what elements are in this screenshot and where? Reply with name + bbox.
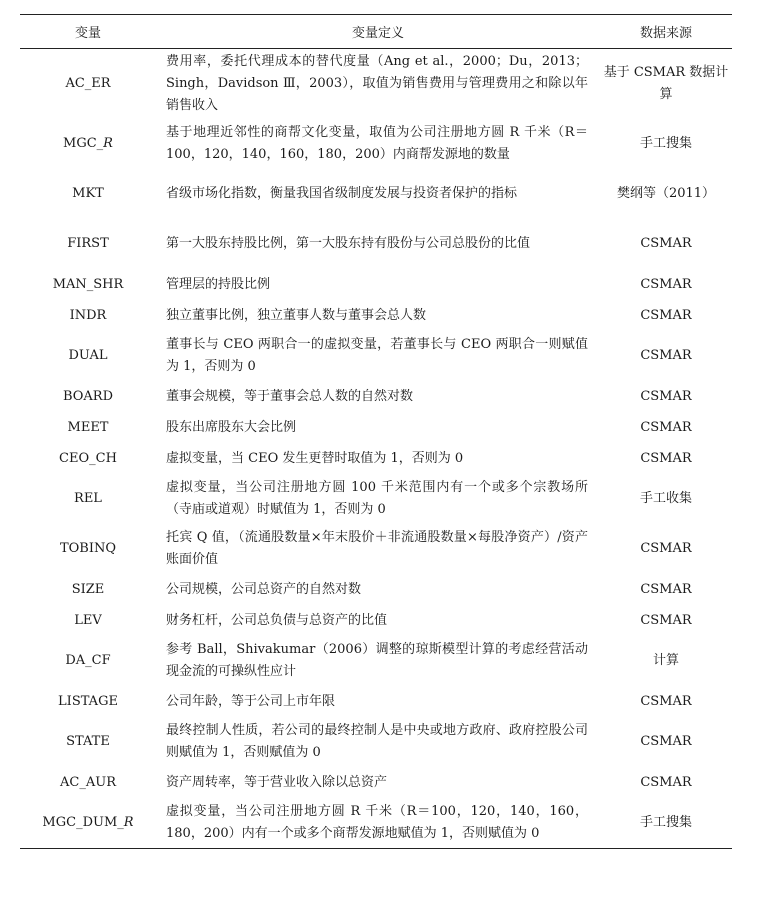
- source-cell: CSMAR: [640, 612, 692, 628]
- definition-cell: 公司年龄，等于公司上市年限: [166, 693, 336, 709]
- variable-text: MGC_: [63, 136, 104, 151]
- table-row: [20, 119, 732, 169]
- table-row: [20, 574, 732, 605]
- table-row: [20, 798, 732, 849]
- variable-cell: CEO_CH: [59, 450, 117, 466]
- table-row: [20, 686, 732, 717]
- definition-cell: 资产周转率，等于营业收入除以总资产: [166, 774, 388, 790]
- table-row: [20, 169, 732, 219]
- definition-cell: 最终控制人性质，若公司的最终控制人是中央或地方政府、政府控股公司则赋值为 1，否则赋值为 0: [166, 723, 588, 760]
- definition-cell: 基于地理近邻性的商帮文化变量，取值为公司注册地方圆 R 千米（R＝100，120，140，160，180，200）内商帮发源地的数量: [166, 125, 588, 162]
- variable-cell: [20, 119, 156, 169]
- table-row: [20, 381, 732, 412]
- source-cell: CSMAR: [640, 541, 692, 556]
- definition-cell: 独立董事比例，独立董事人数与董事会总人数: [166, 307, 427, 323]
- variable-cell: TOBINQ: [59, 541, 117, 556]
- variable-text: MGC_DUM_: [42, 815, 124, 830]
- table-row: [20, 717, 732, 767]
- variable-cell: FIRST: [67, 236, 109, 251]
- variable-cell: AC_ER: [65, 76, 111, 91]
- definition-cell: 虚拟变量，当 CEO 发生更替时取值为 1，否则为 0: [166, 450, 464, 466]
- source-cell: 樊纲等（2011）: [616, 186, 716, 201]
- variable-italic-suffix: R: [123, 815, 134, 830]
- table-row: [20, 219, 732, 269]
- table-row: [20, 443, 732, 474]
- variable-cell: LEV: [74, 612, 102, 628]
- definition-cell: 财务杠杆，公司总负债与总资产的比值: [166, 612, 388, 628]
- source-cell: CSMAR: [640, 388, 692, 404]
- variable-cell: LISTAGE: [58, 693, 118, 709]
- source-cell: CSMAR: [640, 734, 692, 749]
- source-cell: CSMAR: [640, 450, 692, 466]
- source-cell: CSMAR: [640, 236, 692, 251]
- table-row: [20, 331, 732, 381]
- definition-cell: 虚拟变量，当公司注册地方圆 100 千米范围内有一个或多个宗教场所（寺庙或道观）时赋值为 1，否则为 0: [166, 480, 588, 517]
- definition-cell: 管理层的持股比例: [166, 276, 271, 292]
- table-row: [20, 412, 732, 443]
- definition-cell: 公司规模，公司总资产的自然对数: [166, 581, 362, 597]
- table-row: [20, 767, 732, 798]
- source-cell: [600, 49, 732, 120]
- source-cell: 计算: [652, 653, 679, 668]
- variable-cell: DA_CF: [65, 653, 111, 668]
- variable-cell: BOARD: [62, 388, 114, 404]
- source-cell: CSMAR: [640, 307, 692, 323]
- variable-cell: INDR: [69, 307, 107, 323]
- source-cell: CSMAR: [640, 419, 692, 435]
- definition-cell: 第一大股东持股比例，第一大股东持有股份与公司总股份的比值: [166, 236, 531, 251]
- source-cell: CSMAR: [640, 348, 692, 363]
- variable-cell: SIZE: [71, 581, 105, 597]
- definition-cell: 省级市场化指数，衡量我国省级制度发展与投资者保护的指标: [166, 186, 518, 201]
- definition-cell: 董事长与 CEO 两职合一的虚拟变量，若董事长与 CEO 两职合一则赋值为 1，否则为 0: [166, 337, 588, 374]
- definition-cell: 参考 Ball，Shivakumar（2006）调整的琼斯模型计算的考虑经营活动现金流的可操纵性应计: [166, 642, 588, 679]
- definition-cell: 托宾 Q 值，（流通股数量×年末股价＋非流通股数量×每股净资产）/资产账面价值: [166, 530, 588, 567]
- table-header-row: [20, 15, 732, 49]
- definition-cell: 董事会规模，等于董事会总人数的自然对数: [166, 388, 414, 404]
- source-cell: 手工搜集: [639, 136, 692, 151]
- source-cell: CSMAR: [640, 276, 692, 292]
- source-text: 基于 CSMAR 数据计算: [603, 65, 729, 102]
- source-cell: CSMAR: [640, 581, 692, 597]
- variable-cell: MKT: [72, 186, 104, 201]
- table-row: [20, 636, 732, 686]
- table-row: [20, 49, 732, 120]
- definition-cell: 费用率，委托代理成本的替代度量（Ang et al.，2000；Du，2013；Singh，Davidson Ⅲ，2003），取值为销售费用与管理费用之和除以年销售收入: [166, 54, 588, 113]
- definition-cell: 虚拟变量，当公司注册地方圆 R 千米（R＝100，120，140，160，180，200）内有一个或多个商帮发源地赋值为 1，否则赋值为 0: [156, 798, 600, 849]
- variable-cell: MAN_SHR: [52, 276, 124, 292]
- variable-cell: DUAL: [68, 348, 108, 363]
- source-cell: CSMAR: [640, 774, 692, 790]
- table-row: [20, 300, 732, 331]
- header-source: 数据来源: [600, 15, 732, 49]
- variable-cell: [20, 798, 156, 849]
- table-row: [20, 474, 732, 524]
- variable-cell: REL: [74, 491, 102, 506]
- source-cell: 手工搜集: [600, 798, 732, 849]
- variable-italic-suffix: R: [103, 136, 113, 151]
- table-row: [20, 605, 732, 636]
- variable-definition-table: [20, 14, 732, 849]
- definition-cell: 股东出席股东大会比例: [166, 419, 297, 435]
- variable-cell: MEET: [67, 419, 109, 435]
- source-cell: CSMAR: [640, 693, 692, 709]
- table-row: [20, 524, 732, 574]
- header-definition: 变量定义: [156, 15, 600, 49]
- variable-cell: AC_AUR: [60, 774, 116, 790]
- table-row: [20, 269, 732, 300]
- source-cell: 手工收集: [639, 491, 692, 506]
- header-variable: 变量: [20, 15, 156, 49]
- variable-cell: STATE: [66, 734, 110, 749]
